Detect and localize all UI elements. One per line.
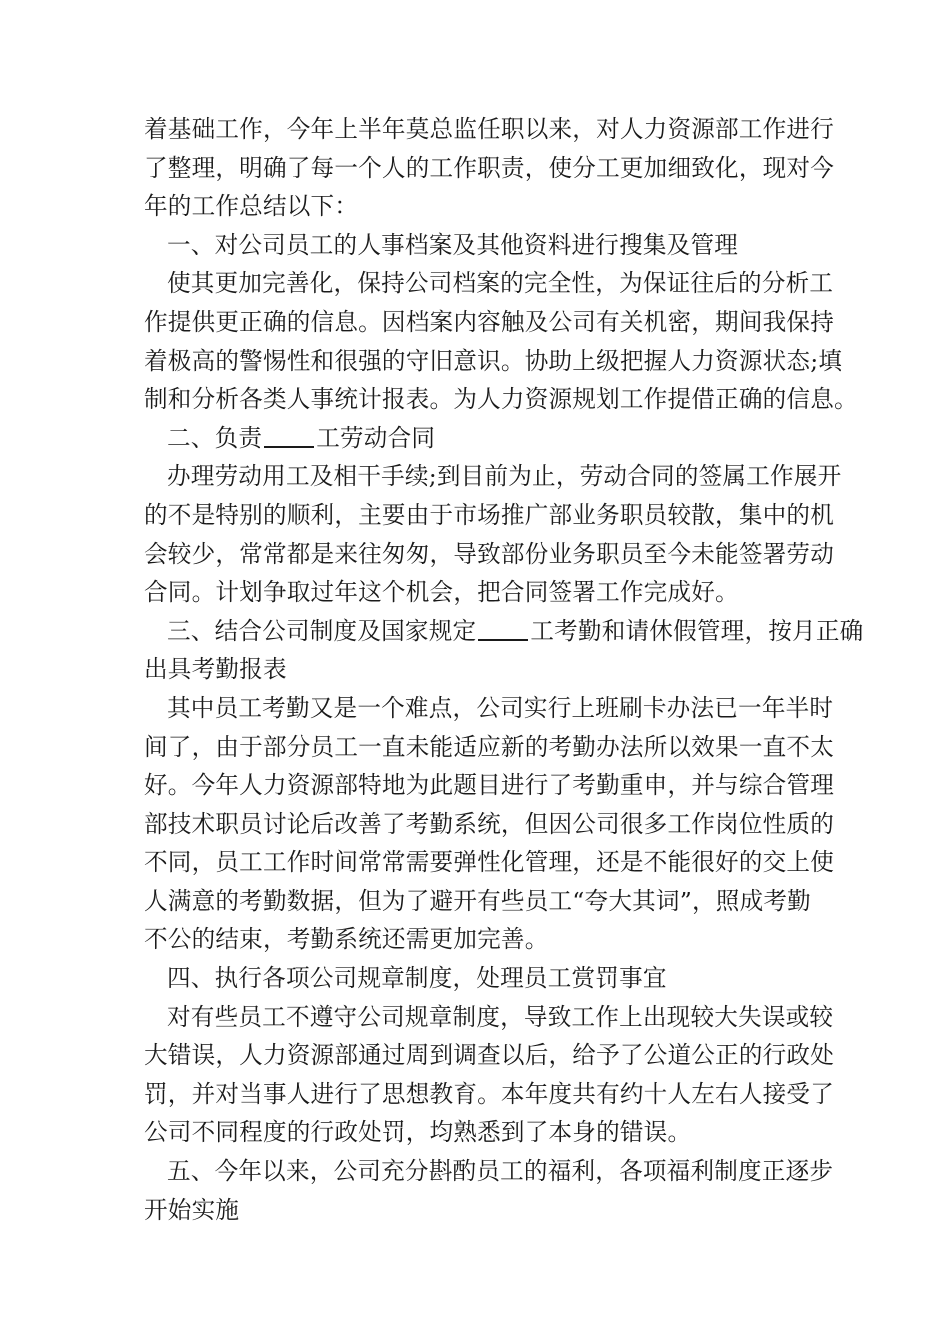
body-text-line: 不同，员工工作时间常常需要弹性化管理，还是不能很好的交上使	[144, 848, 835, 877]
body-text-line: 公司不同程度的行政处罚，均熟悉到了本身的错误。	[144, 1118, 692, 1147]
body-text-line: 着极高的警惕性和很强的守旧意识。协助上级把握人力资源状态;填	[144, 346, 843, 375]
body-text-line: 的不是特别的顺利，主要由于市场推广部业务职员较散，集中的机	[144, 500, 835, 529]
section-heading-continued: 出具考勤报表	[144, 655, 287, 684]
document-page	[144, 110, 864, 1229]
heading-text-after-blank: 工考勤和请休假管理，按月正确	[530, 616, 864, 645]
paragraph-first-line: 对有些员工不遵守公司规章制度，导致工作上出现较大失误或较	[167, 1002, 834, 1031]
section-heading-2	[144, 419, 812, 458]
body-text-line: 年的工作总结以下：	[144, 192, 359, 221]
body-text-line: 着基础工作，今年上半年莫总监任职以来，对人力资源部工作进行	[144, 115, 835, 143]
fill-in-blank	[264, 424, 314, 448]
heading-text-before-blank: 三、结合公司制度及国家规定	[167, 616, 477, 645]
body-text-line: 会较少，常常都是来往匆匆，导致部份业务职员至今未能签署劳动	[144, 539, 835, 568]
body-text-line: 大错误，人力资源部通过周到调查以后，给予了公道公正的行政处	[144, 1041, 835, 1070]
body-text-line: 部技术职员讨论后改善了考勤系统，但因公司很多工作岗位性质的	[144, 809, 835, 838]
paragraph-first-line: 其中员工考勤又是一个难点，公司实行上班刷卡办法已一年半时	[167, 693, 834, 722]
body-text-line: 人满意的考勤数据，但为了避开有些员工“夸大其词”，照成考勤	[144, 886, 811, 915]
body-text-line: 合同。计划争取过年这个机会，把合同签署工作完成好。	[144, 578, 739, 607]
body-text-line: 制和分析各类人事统计报表。为人力资源规划工作提借正确的信息。	[144, 385, 858, 414]
section-heading-4: 四、执行各项公司规章制度，处理员工赏罚事宜	[167, 964, 667, 993]
heading-text-after-blank: 工劳动合同	[316, 423, 436, 452]
paragraph-first-line: 使其更加完善化，保持公司档案的完全性，为保证往后的分析工	[167, 269, 834, 298]
body-text-line: 作提供更正确的信息。因档案内容触及公司有关机密，期间我保持	[144, 307, 835, 336]
heading-text-before-blank: 二、负责	[167, 423, 263, 452]
fill-in-blank	[478, 617, 528, 641]
body-text-line: 不公的结束，考勤系统还需更加完善。	[144, 925, 549, 954]
section-heading-continued: 开始实施	[144, 1195, 240, 1224]
paragraph-first-line: 办理劳动用工及相干手续;到目前为止，劳动合同的签属工作展开	[167, 462, 842, 491]
section-heading-5: 五、今年以来，公司充分斟酌员工的福利，各项福利制度正逐步	[167, 1157, 834, 1186]
body-text-line: 了整理，明确了每一个人的工作职责，使分工更加细致化，现对今	[144, 153, 835, 182]
section-heading-3	[144, 612, 864, 651]
body-text-line: 间了，由于部分员工一直未能适应新的考勤办法所以效果一直不太	[144, 732, 835, 761]
body-text-line: 罚，并对当事人进行了思想教育。本年度共有约十人左右人接受了	[144, 1079, 835, 1108]
section-heading-1: 一、对公司员工的人事档案及其他资料进行搜集及管理	[167, 230, 739, 259]
body-text-line: 好。今年人力资源部特地为此题目进行了考勤重申，并与综合管理	[144, 771, 835, 800]
